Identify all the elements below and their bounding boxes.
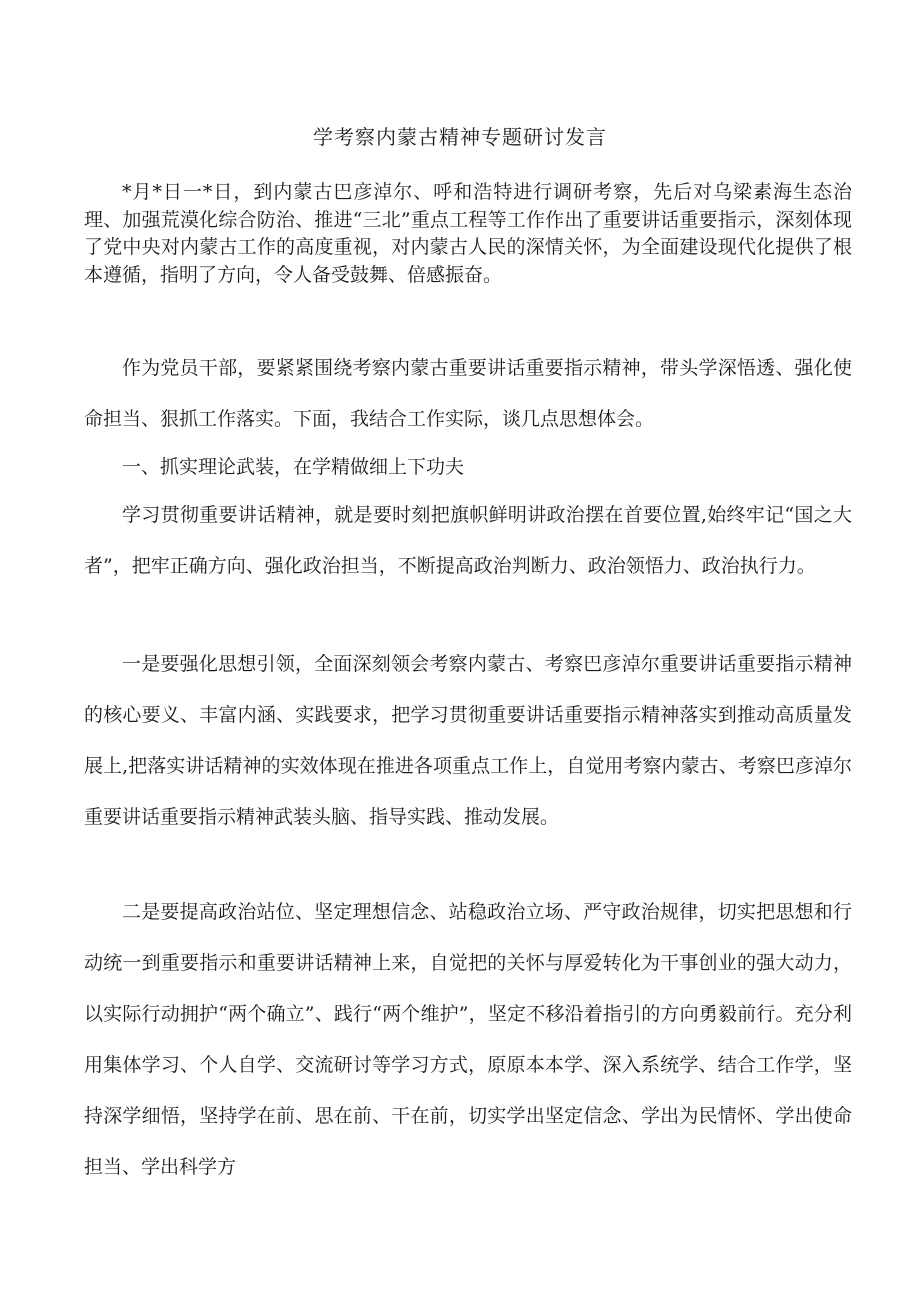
paragraph-study: 学习贯彻重要讲话精神，就是要时刻把旗帜鲜明讲政治摆在首要位置,始终牢记“国之大者”，把牢正确方向、强化政治担当，不断提高政治判断力、政治领悟力、政治执行力。: [84, 504, 852, 577]
section-heading-1: 一、抓实理论武装，在学精做细上下功夫: [122, 456, 465, 478]
paragraph-intro: *月*日一*日，到内蒙古巴彦淖尔、呼和浩特进行调研考察，先后对乌梁素海生态治理、加强荒漠化综合防治、推进“三北”重点工程等工作作出了重要讲话重要指示，深刻体现了党中央对内蒙古工作的高度重视，对内蒙古人民的深情关怀，为全面建设现代化提供了根本遵循，指明了方向，令人备受鼓舞、倍感振奋。: [84, 181, 852, 286]
paragraph-overview: 作为党员干部，要紧紧围绕考察内蒙古重要讲话重要指示精神，带头学深悟透、强化使命担当、狠抓工作落实。下面，我结合工作实际，谈几点思想体会。: [84, 357, 852, 430]
paragraph-point-two: 二是要提高政治站位、坚定理想信念、站稳政治立场、严守政治规律，切实把思想和行动统一到重要指示和重要讲话精神上来，自觉把的关怀与厚爱转化为干事创业的强大动力，以实际行动拥护“两个确立”、践行“两个维护”，坚定不移沿着指引的方向勇毅前行。充分利用集体学习、个人自学、交流研讨等学习方式，原原本本学、深入系统学、结合工作学，坚持深学细悟，坚持学在前、思在前、干在前，切实学出坚定信念、学出为民情怀、学出使命担当、学出科学方: [84, 901, 852, 1178]
paragraph-point-one: 一是要强化思想引领，全面深刻领会考察内蒙古、考察巴彦淖尔重要讲话重要指示精神的核心要义、丰富内涵、实践要求，把学习贯彻重要讲话重要指示精神落实到推动高质量发展上,把落实讲话精神的实效体现在推进各项重点工作上，自觉用考察内蒙古、考察巴彦淖尔重要讲话重要指示精神武装头脑、指导实践、推动发展。: [84, 653, 852, 828]
document-title: 学考察内蒙古精神专题研讨发言: [313, 125, 607, 149]
